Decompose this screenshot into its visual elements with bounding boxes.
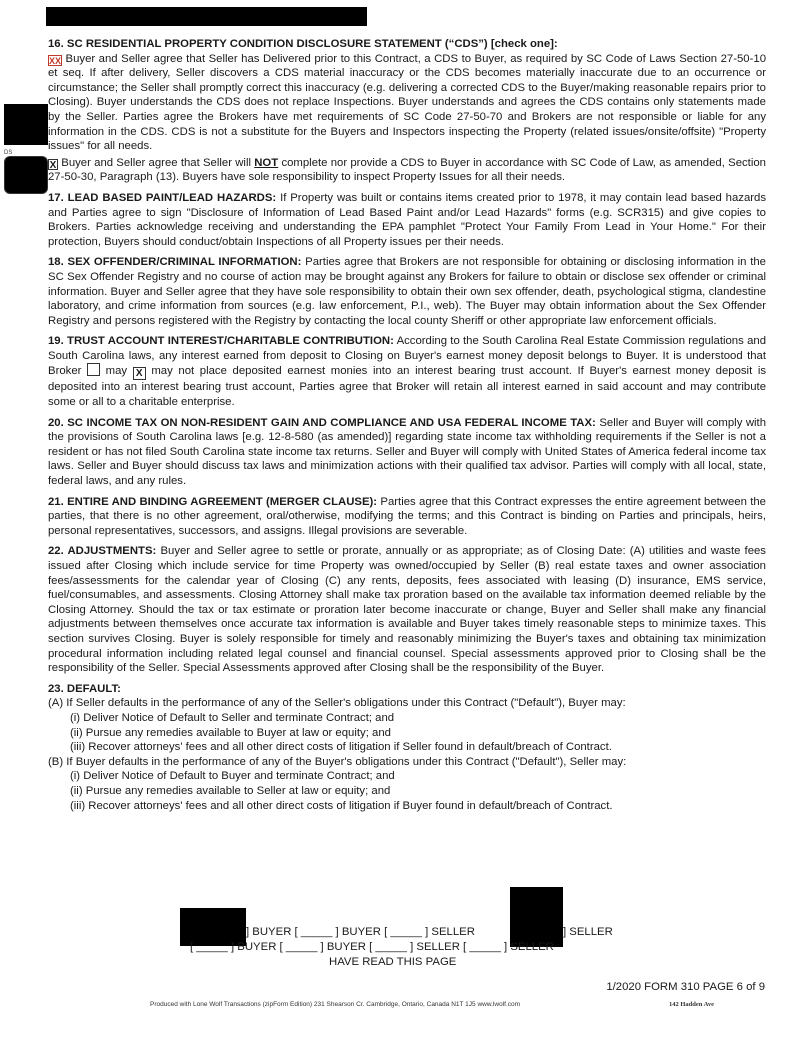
section-16 bbox=[48, 37, 766, 185]
default-a-item: (ii) Pursue any remedies available to Buyer at law or equity; and bbox=[70, 726, 391, 739]
section-20-text: Seller and Buyer will comply with the provisions of South Carolina laws [e.g. 12-8-580 (as amended)] regarding state income tax withholding requirements if the Seller is not a resident or has not filed South Carolina state income tax returns. Seller and Buyer will comply with United States of America federal income tax laws. Seller and Buyer should discuss tax laws and minimization actions with their qualified tax advisor. Parties will comply with all local, state, federal laws, and any rules. bbox=[48, 416, 767, 488]
section-21 bbox=[48, 495, 766, 539]
option-1-checkbox[interactable] bbox=[48, 55, 62, 66]
section-22-text: Buyer and Seller agree to settle or prorate, annually or as appropriate; as of Closing Date: (A) utilities and waste fees issued after Closing which include service for time Property was owned/occupied by Seller (B) real estate taxes and owner association fees/assessments for the calendar year of Closing (C) any rents, deposits, fees associated with leasing (D) insurance, EMS service, fuel/consumables, and assessments. Closing Attorney shall make tax proration based on the available tax information deemed reliable by the Closing Attorney. Should the tax or tax estimate or proration later become inaccurate or change, Buyer and Seller shall make any financial adjustments between themselves once accurate tax information is available and Buyer takes timely reasonable steps to minimize taxes. This section survives Closing. Buyer is solely responsible for timely and reasonably minimizing the Buyer's taxes and obtaining tax minimization procedural information including related legal counsel and financial counsel. Special assessments approved prior to Closing shall be the responsibility of the Seller. Special Assessments approved after Closing shall be the responsibility of the Buyer. bbox=[48, 545, 766, 675]
default-b-item: (i) Deliver Notice of Default to Buyer and terminate Contract; and bbox=[70, 770, 395, 783]
section-18-text: Parties agree that Brokers are not responsible for obtaining or disclosing information in the SC Sex Offender Registry and no course of action may be brought against any Brokers for failure to obtain or disclose sex offender or criminal information. Buyer and Seller agree that they have sole responsibility to obtain their own sex offender, death, psychological stigma, clandestine laboratory, and crime information from sources (e.g. law enforcement, P.I., web). The Buyer may obtain information about the Sex Offender Registry and persons registered with the Registry by contacting the local county Sheriff or other appropriate law enforcement officials. bbox=[48, 256, 766, 327]
section-23 bbox=[48, 682, 766, 813]
default-b-item: (ii) Pursue any remedies available to Seller at law or equity; and bbox=[70, 784, 391, 797]
default-a: (A) If Seller defaults in the performance of any of the Seller's obligations under this Contract ("Default"), Buyer may: bbox=[48, 697, 626, 710]
section-18-title: 18. SEX OFFENDER/CRIMINAL INFORMATION: bbox=[48, 256, 302, 269]
section-20 bbox=[48, 416, 766, 489]
redaction-initials-right bbox=[510, 887, 563, 947]
docusign-label: DS bbox=[4, 150, 13, 156]
redaction-block-left bbox=[4, 104, 48, 145]
section-22-title: 22. ADJUSTMENTS: bbox=[48, 545, 157, 558]
option-2-checkbox[interactable] bbox=[48, 159, 58, 170]
section-21-text: Parties agree that this Contract expresses the entire agreement between the parties, that there is no other agreement, oral/otherwise, modifying the terms; and this Contract is binding on Parties and principals, heirs, personal representatives, successors, and assigns. Illegal provisions are severable. bbox=[48, 495, 766, 537]
produced-with: Produced with Lone Wolf Transactions (zipForm Edition) 231 Shearson Cr. Cambridge, Ontario, Canada N1T 1J5 www.lwolf.com bbox=[150, 1001, 521, 1008]
contract-body bbox=[48, 37, 766, 819]
section-21-title: 21. ENTIRE AND BINDING AGREEMENT (MERGER CLAUSE): bbox=[48, 495, 378, 508]
option-2-mark: X bbox=[49, 159, 57, 171]
property-address: 142 Hadden Ave bbox=[669, 1001, 715, 1008]
redaction-bar-top bbox=[46, 7, 367, 26]
section-16-title: 16. SC RESIDENTIAL PROPERTY CONDITION DISCLOSURE STATEMENT (“CDS”) [check one]: bbox=[48, 38, 558, 50]
section-19-text-2: may not place deposited earnest monies into an interest bearing trust account. If Buyer's earnest money deposit is deposited into an interest bearing trust account, Parties agree that Broker will retain all interest earned in said account and may contribute some or all to a charitable enterprise. bbox=[48, 365, 767, 409]
broker-may-not-checkbox[interactable] bbox=[133, 367, 146, 380]
may-not-mark: X bbox=[135, 368, 143, 380]
default-b: (B) If Buyer defaults in the performance of any of the Buyer's obligations under this Contract ("Default"), Seller may: bbox=[48, 755, 627, 768]
option-2-text-after: complete nor provide a CDS to Buyer in accordance with SC Code of Law, as amended, Section 27-50-30, Paragraph (13). Buyers have sole responsibility to inspect Property Issues for all their needs. bbox=[48, 156, 766, 184]
initials-row-1b: ] SELLER bbox=[563, 926, 613, 938]
initials-row-2: [ _____ ] BUYER [ _____ ] BUYER [ _____ ] SELLER [ _____ ] SELLER bbox=[190, 941, 554, 953]
option-2-not: NOT bbox=[254, 156, 279, 169]
form-page-number: 1/2020 FORM 310 PAGE 6 of 9 bbox=[606, 981, 765, 993]
section-22 bbox=[48, 544, 766, 675]
option-2-text-before: Buyer and Seller agree that Seller will bbox=[61, 156, 251, 169]
section-16-option-1 bbox=[48, 52, 766, 154]
default-b-item: (iii) Recover attorneys' fees and all other direct costs of litigation if Buyer found in default/breach of Contract. bbox=[70, 799, 613, 812]
section-17 bbox=[48, 191, 766, 249]
option-1-text: Buyer and Seller agree that Seller has Delivered prior to this Contract, a CDS to Buyer, as required by SC Code of Laws Section 27-50-10 et seq. If after delivery, Seller discovers a CDS material inaccuracy or the CDS becomes materially inaccurate due to an occurrence or circumstance; the Seller shall promptly correct this inaccuracy (e.g. delivering a corrected CDS to the Buyer/making reasonable repairs prior to Closing). Buyer understands the CDS does not replace Inspections. Buyer understands and agrees the CDS contains only statements made by the Seller. Parties agree the Brokers have met requirements of SC Code 27-50-70 and Brokers are not responsible or liable for any information in the CDS. CDS is not a substitute for the Buyers and Inspectors inspecting the Property (related issues/onsite/offsite) "Property issues" for all needs. bbox=[48, 52, 767, 153]
section-19-text-1: According to the South Carolina Real Estate Commission regulations and South Carolina laws, any interest earned from deposit to Closing on Buyer's earnest money deposit belongs to Buyer. It is understood that Broker bbox=[48, 335, 766, 378]
broker-may-label: may bbox=[105, 365, 128, 378]
docusign-initial-box bbox=[4, 156, 48, 194]
section-23-title: 23. DEFAULT: bbox=[48, 682, 121, 695]
initials-row-3: HAVE READ THIS PAGE bbox=[329, 956, 457, 968]
section-19 bbox=[48, 334, 766, 409]
section-19-title: 19. TRUST ACCOUNT INTEREST/CHARITABLE CONTRIBUTION: bbox=[48, 335, 394, 348]
section-18 bbox=[48, 255, 766, 328]
initials-row-1a: ] BUYER [ _____ ] BUYER [ _____ ] SELLER bbox=[246, 926, 475, 938]
default-a-item: (i) Deliver Notice of Default to Seller and terminate Contract; and bbox=[70, 711, 395, 724]
section-17-title: 17. LEAD BASED PAINT/LEAD HAZARDS: bbox=[48, 191, 277, 204]
broker-may-checkbox[interactable] bbox=[87, 363, 100, 376]
section-20-title: 20. SC INCOME TAX ON NON-RESIDENT GAIN AND COMPLIANCE AND USA FEDERAL INCOME TAX: bbox=[48, 416, 596, 429]
section-16-option-2 bbox=[48, 156, 766, 185]
option-1-mark: XX bbox=[49, 55, 62, 66]
section-17-text: If Property was built or contains items created prior to 1978, it may contain lead based hazards and Parties agree to sign "Disclosure of Information of Lead Based Paint and/or Lead Hazards" forms (e.g. SCR315) and give copies to Brokers. Parties acknowledge receiving and understanding the EPA pamphlet "Protect Your Family From Lead in Your Home." For their protection, Buyers should conduct/obtain Inspections of all Property issues per their needs. bbox=[48, 191, 767, 248]
default-a-item: (iii) Recover attorneys' fees and all other direct costs of litigation if Seller found in default/breach of Contract. bbox=[70, 741, 612, 754]
